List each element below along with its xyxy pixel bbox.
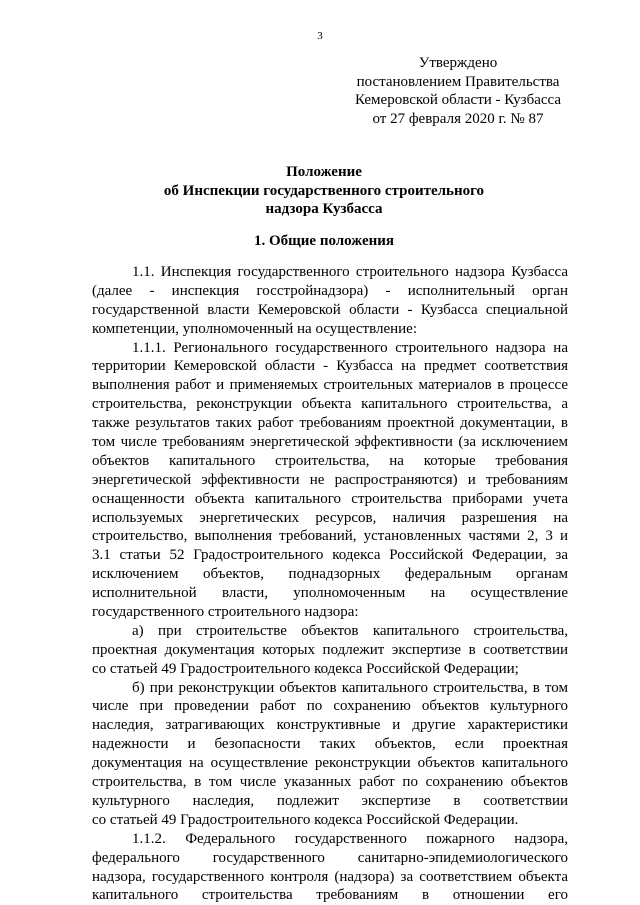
title-line: об Инспекции государственного строительного <box>163 182 485 199</box>
paragraph-line: б) при реконструкции объектов капитального строительства, в том <box>132 679 568 696</box>
paragraph-line: проектная документация которых подлежит экспертизе в соответствии <box>92 641 568 658</box>
paragraph-line: (далее - инспекция госстройнадзора) - исполнительный орган <box>92 282 568 299</box>
paragraph-line: строительства, в том числе указанных работ по сохранению объектов <box>92 774 568 791</box>
paragraph-line: числе при проведении работ по сохранению объектов культурного <box>92 698 568 715</box>
paragraph-line: территории Кемеровской области - Кузбасса на предмет соответствия <box>92 358 568 375</box>
paragraph-line: федерального государственного санитарно-эпидемиологического <box>92 849 568 866</box>
paragraph-line: строительства, реконструкции объекта капитального строительства, а <box>92 396 568 413</box>
paragraph-line: документация на осуществление реконструкции объектов капитального <box>92 755 568 772</box>
paragraph-line: 3.1 статьи 52 Градостроительного кодекса Российской Федерации, за <box>92 547 568 564</box>
approval-stamp <box>340 54 576 128</box>
section-heading: 1. Общие положения <box>253 233 395 249</box>
paragraph-line: выполнения работ и применяемых строительных материалов в процессе <box>92 377 568 394</box>
paragraph-line: 1.1.2. Федерального государственного пожарного надзора, <box>132 830 568 847</box>
title-line: Положение <box>286 164 362 180</box>
paragraph-line: 1.1.1. Регионального государственного строительного надзора на <box>132 339 568 356</box>
approval-line: Кемеровской области - Кузбасса <box>354 92 562 108</box>
paragraph-line: оснащенности объекта капитального строительства приборами учета <box>92 490 568 507</box>
paragraph-line: 1.1. Инспекция государственного строительного надзора Кузбасса <box>132 264 568 280</box>
document-body <box>92 263 568 905</box>
paragraph-line: компетенции, уполномоченный на осуществление: <box>92 320 417 337</box>
paragraph-line: строительство, выполнения требований, установленных частями 2, 3 и <box>92 528 568 545</box>
paragraph-line: а) при строительстве объектов капитального строительства, <box>132 622 568 639</box>
paragraph-line: исполнительной власти, уполномоченным на осуществление <box>92 585 568 602</box>
title-line: надзора Кузбасса <box>265 201 383 217</box>
paragraph-line: государственной власти Кемеровской области - Кузбасса специальной <box>92 301 568 318</box>
approval-line: от 27 февраля 2020 г. № 87 <box>372 110 544 127</box>
paragraph-line: том числе требованиям энергетической эффективности (за исключением <box>92 434 568 451</box>
paragraph-line: используемых энергетических ресурсов, наличия разрешения на <box>92 509 568 526</box>
approval-line: Утверждено <box>418 55 498 71</box>
page-number: 3 <box>317 30 323 42</box>
document-title <box>60 163 588 219</box>
paragraph-line: со статьей 49 Градостроительного кодекса Российской Федерации; <box>92 660 519 677</box>
paragraph-line: исключением объектов, поднадзорных федеральным органам <box>92 566 568 583</box>
paragraph-line: со статьей 49 Градостроительного кодекса Российской Федерации. <box>92 811 519 828</box>
paragraph-line: государственного строительного надзора: <box>92 604 359 621</box>
paragraph-line: наследия, затрагивающих конструктивные и другие характеристики <box>92 717 568 734</box>
paragraph-line: капитального строительства требованиям в отношении его <box>92 887 568 904</box>
paragraph-line: культурного наследия, подлежит экспертизе в соответствии <box>92 792 568 809</box>
approval-line: постановлением Правительства <box>356 73 560 90</box>
paragraph-line: надзора, государственного контроля (надзора) за соответствием объекта <box>92 868 568 885</box>
paragraph-line: объектов капитального строительства, на которые требования <box>92 452 568 469</box>
paragraph-line: энергетической эффективности не распространяются) и требованиям <box>92 471 568 488</box>
paragraph-line: надежности и безопасности таких объектов, если проектная <box>92 736 568 753</box>
paragraph-line: также результатов таких работ требованиям проектной документации, в <box>92 415 568 432</box>
